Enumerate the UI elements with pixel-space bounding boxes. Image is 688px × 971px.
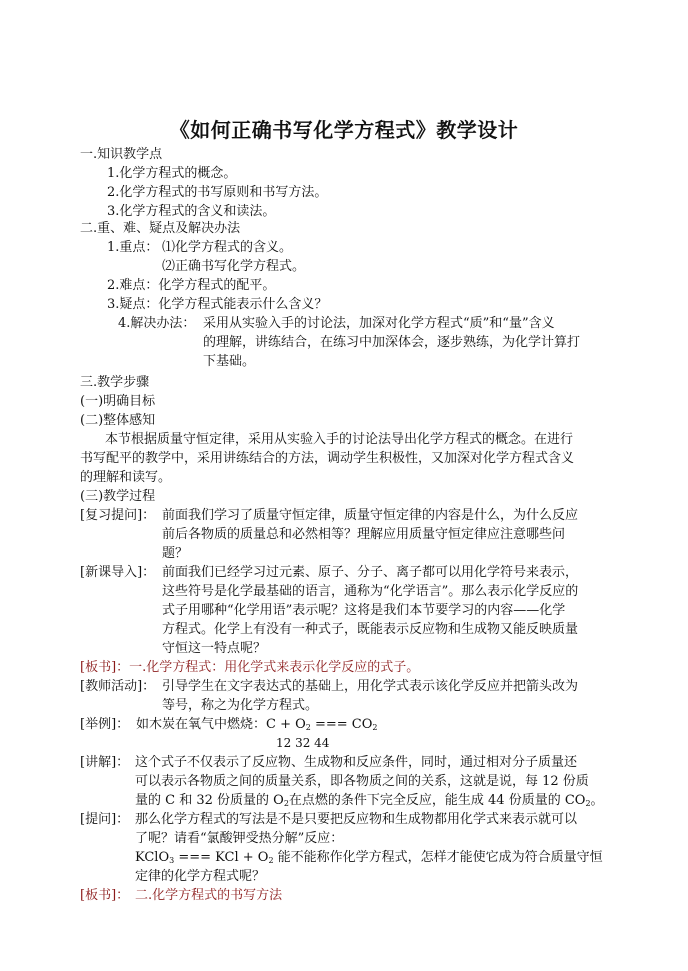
explain-line: 可以表示各物质之间的质量关系，即各物质之间的关系，这就是说，每 12 份质	[135, 774, 589, 789]
explain-label: [讲解]：	[80, 755, 130, 770]
overview-line: 的理解和读写。	[80, 470, 172, 485]
s1-item-1: 1.化学方程式的概念。	[107, 166, 237, 181]
review-label: [复习提问]：	[80, 508, 156, 523]
section-3-heading: 三.教学步骤	[80, 375, 150, 390]
teacher-activity-line: 等号，称之为化学方程式。	[162, 698, 319, 713]
solution-line: 下基础。	[203, 354, 256, 369]
ask-line: 定律的化学方程式呢？	[135, 869, 266, 884]
review-line: 前面我们学习了质量守恒定律，质量守恒定律的内容是什么，为什么反应	[162, 508, 579, 523]
key-point-1: ⑴化学方程式的含义。	[162, 240, 293, 255]
example-equation: 如木炭在氧气中燃烧：$C + O_2$ === $CO_2$	[136, 717, 378, 732]
intro-line: 式子用哪种“化学用语”表示呢？这将是我们本节要学习的内容——化学	[162, 603, 566, 618]
section-1-heading: 一.知识教学点	[80, 147, 163, 162]
explain-line: 量的 C 和 32 份质量的 $O_2$在点燃的条件下完全反应，能生成 44 份质量的 $CO_2$。	[135, 793, 604, 808]
document-title: 《如何正确书写化学方程式》教学设计	[169, 118, 519, 142]
step-3-heading: (三)教学过程	[80, 489, 156, 504]
teacher-activity-label: [教师活动]：	[80, 679, 156, 694]
intro-line: 前面我们已经学习过元素、原子、分子、离子都可以用化学符号来表示，	[162, 565, 579, 580]
key-point-2: ⑵正确书写化学方程式。	[162, 259, 306, 274]
solution-line: 的理解，讲练结合，在练习中加深体会，逐步熟练，为化学计算打	[203, 335, 581, 350]
overview-line: 本节根据质量守恒定律，采用从实验入手的讨论法导出化学方程式的概念。在进行	[105, 432, 574, 447]
step-2-heading: (二)整体感知	[80, 413, 156, 428]
ask-line: 了呢？请看“氯酸钾受热分解”反应：	[135, 831, 344, 846]
ask-line: 那么化学方程式的写法是不是只要把反应物和生成物都用化学式来表示就可以	[135, 812, 578, 827]
relative-masses: 12 32 44	[276, 736, 330, 750]
ask-line: KClO$_3$ === KCl + $O_2$ 能不能称作化学方程式，怎样才能使它成为符合质量守恒	[135, 850, 603, 865]
example-label: [举例]：	[80, 717, 130, 732]
s1-item-3: 3.化学方程式的含义和读法。	[107, 204, 276, 219]
intro-line: 这些符号是化学最基础的语言，通称为“化学语言”。那么表示化学反应的	[162, 584, 579, 599]
intro-line: 守恒这一特点呢？	[162, 641, 267, 656]
review-line: 前后各物质的质量总和必然相等？理解应用质量守恒定律应注意哪些问	[162, 527, 566, 542]
board-note-2-label: [板书]：	[80, 888, 130, 903]
board-note-2: 二.化学方程式的书写方法	[135, 888, 283, 903]
key-point-label: 1.重点：	[107, 240, 159, 255]
solution-label: 4.解决办法：	[118, 316, 196, 331]
ask-label: [提问]：	[80, 812, 130, 827]
doubt-point: 3.疑点：化学方程式能表示什么含义？	[107, 297, 328, 312]
step-1-heading: (一)明确目标	[80, 394, 156, 409]
section-2-heading: 二.重、难、疑点及解决办法	[80, 221, 241, 236]
overview-line: 书写配平的教学中，采用讲练结合的方法，调动学生积极性，又加深对化学方程式含义	[80, 451, 575, 466]
s1-item-2: 2.化学方程式的书写原则和书写方法。	[107, 185, 328, 200]
solution-line: 采用从实验入手的讨论法，加深对化学方程式“质”和“量”含义	[203, 316, 555, 331]
review-line: 题？	[162, 546, 189, 561]
teacher-activity-line: 引导学生在文字表达式的基础上，用化学式表示该化学反应并把箭头改为	[162, 679, 579, 694]
board-note-1: [板书]：一.化学方程式：用化学式来表示化学反应的式子。	[80, 660, 420, 675]
difficulty-point: 2.难点：化学方程式的配平。	[107, 278, 276, 293]
intro-label: [新课导入]：	[80, 565, 156, 580]
intro-line: 方程式。化学上有没有一种式子，既能表示反应物和生成物又能反映质量	[162, 622, 579, 637]
explain-line: 这个式子不仅表示了反应物、生成物和反应条件，同时，通过相对分子质量还	[135, 755, 578, 770]
